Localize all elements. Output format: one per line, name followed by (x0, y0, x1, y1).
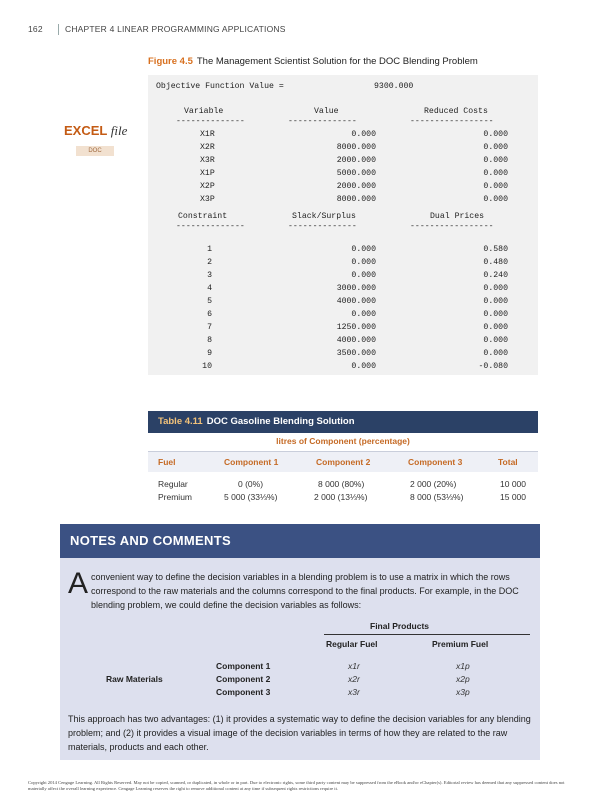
header-divider (58, 24, 59, 35)
dual-price: 0.000 (483, 323, 508, 332)
dash-rule: ----------------- (410, 222, 494, 231)
variable-name: X1R (200, 130, 215, 139)
dual-price: -0.080 (478, 362, 508, 371)
objective-label: Objective Function Value = (156, 82, 284, 91)
reduced-cost: 0.000 (483, 156, 508, 165)
constraint-number: 4 (207, 284, 212, 293)
variable-name: X3R (200, 156, 215, 165)
notes-paragraph-1-text: convenient way to define the decision variables in a blending problem is to use a matrix in which the rows correspond to the raw materials and the columns correspond to the final products. For example, in the DOC blending problem, we could define the decision variables as follows: (91, 572, 519, 610)
excel-label: EXCEL (64, 123, 108, 138)
excel-file-marker (64, 123, 127, 139)
col-component-1: Component 1 (224, 457, 279, 467)
component-1-label: Component 1 (216, 661, 271, 671)
header-slack-surplus: Slack/Surplus (292, 212, 356, 221)
slack-surplus: 0.000 (351, 362, 376, 371)
constraint-number: 3 (207, 271, 212, 280)
table-cell: 15 000 (500, 492, 526, 502)
table-cell: 8 000 (80%) (318, 479, 365, 489)
component-2-label: Component 2 (216, 674, 271, 684)
variable-value: 8000.000 (336, 143, 376, 152)
table-cell: 2 000 (13⅓%) (314, 492, 368, 502)
header-reduced-costs: Reduced Costs (424, 107, 488, 116)
solver-output-figure (148, 75, 538, 375)
slack-surplus: 3500.000 (336, 349, 376, 358)
objective-value: 9300.000 (374, 82, 414, 91)
constraint-number: 7 (207, 323, 212, 332)
reduced-cost: 0.000 (483, 130, 508, 139)
notes-and-comments-box (60, 524, 540, 760)
blending-solution-table (148, 411, 538, 511)
header-dual-prices: Dual Prices (430, 212, 485, 221)
constraint-number: 1 (207, 245, 212, 254)
dual-price: 0.000 (483, 284, 508, 293)
slack-surplus: 0.000 (351, 310, 376, 319)
notes-paragraph-1 (68, 567, 534, 612)
header-variable: Variable (184, 107, 224, 116)
var-x3r: x3r (348, 687, 360, 697)
constraint-number: 2 (207, 258, 212, 267)
variable-value: 5000.000 (336, 169, 376, 178)
slack-surplus: 4000.000 (336, 297, 376, 306)
variable-value: 2000.000 (336, 182, 376, 191)
file-label: file (110, 123, 128, 138)
reduced-cost: 0.000 (483, 182, 508, 191)
variable-value: 2000.000 (336, 156, 376, 165)
drop-cap: A (68, 567, 89, 600)
reduced-cost: 0.000 (483, 169, 508, 178)
table-cell: Regular (158, 479, 188, 489)
header-value: Value (314, 107, 339, 116)
constraint-number: 6 (207, 310, 212, 319)
component-3-label: Component 3 (216, 687, 271, 697)
regular-fuel-heading: Regular Fuel (326, 639, 378, 649)
constraint-number: 10 (202, 362, 212, 371)
dash-rule: -------------- (176, 117, 245, 126)
final-products-heading: Final Products (370, 621, 430, 631)
dual-price: 0.580 (483, 245, 508, 254)
constraint-number: 5 (207, 297, 212, 306)
raw-materials-label: Raw Materials (106, 674, 163, 684)
dash-rule: -------------- (288, 222, 357, 231)
slack-surplus: 0.000 (351, 271, 376, 280)
notes-heading: NOTES AND COMMENTS (60, 524, 540, 558)
table-title-bar (148, 411, 538, 433)
page-number: 162 (28, 24, 43, 34)
notes-paragraph-2: This approach has two advantages: (1) it provides a systematic way to define the decision variables for any blending problem; and (2) it provides a visual image of the decision variables in terms of how they are related to the raw materials, products and each other. (68, 714, 531, 752)
var-x1p: x1p (456, 661, 470, 671)
dual-price: 0.000 (483, 336, 508, 345)
variable-name: X2P (200, 182, 215, 191)
slack-surplus: 1250.000 (336, 323, 376, 332)
figure-title: The Management Scientist Solution for the DOC Blending Problem (196, 56, 478, 67)
dash-rule: -------------- (176, 222, 245, 231)
var-x1r: x1r (348, 661, 360, 671)
slack-surplus: 0.000 (351, 245, 376, 254)
dual-price: 0.000 (483, 297, 508, 306)
table-cell: 8 000 (53⅓%) (410, 492, 464, 502)
variable-value: 0.000 (351, 130, 376, 139)
table-cell: Premium (158, 492, 193, 502)
variable-name: X2R (200, 143, 215, 152)
figure-caption (148, 56, 478, 67)
slack-surplus: 0.000 (351, 258, 376, 267)
table-cell: 5 000 (33⅓%) (224, 492, 278, 502)
premium-fuel-heading: Premium Fuel (432, 639, 489, 649)
slack-surplus: 4000.000 (336, 336, 376, 345)
table-label: Table 4.11 (158, 416, 203, 427)
running-header (28, 24, 286, 35)
table-cell: 2 000 (20%) (410, 479, 457, 489)
variable-value: 8000.000 (336, 195, 376, 204)
dual-price: 0.000 (483, 310, 508, 319)
table-subheader: litres of Component (percentage) (276, 436, 410, 446)
dual-price: 0.240 (483, 271, 508, 280)
doc-file-badge: DOC (76, 146, 114, 156)
col-component-3: Component 3 (408, 457, 463, 467)
table-cell: 0 (0%) (238, 479, 264, 489)
chapter-title: CHAPTER 4 LINEAR PROGRAMMING APPLICATIONS (65, 24, 286, 34)
figure-label: Figure 4.5 (148, 56, 193, 67)
constraint-number: 8 (207, 336, 212, 345)
copyright-notice: Copyright 2014 Cengage Learning. All Rights Reserved. May not be copied, scanned, or duplicated, in whole or in part. Due to electronic rights, some third party content may be suppressed from the eBook and/or eChapter(s). Editorial review has deemed that any suppressed content does not materially affect the overall learning experience. Cengage Learning reserves the right to remove additional content at any time if subsequent rights restrictions require it. (28, 780, 565, 791)
col-total: Total (498, 457, 518, 467)
col-component-2: Component 2 (316, 457, 371, 467)
dash-rule: -------------- (288, 117, 357, 126)
table-title: DOC Gasoline Blending Solution (206, 416, 355, 427)
var-x2r: x2r (348, 674, 360, 684)
slack-surplus: 3000.000 (336, 284, 376, 293)
variable-name: X3P (200, 195, 215, 204)
reduced-cost: 0.000 (483, 195, 508, 204)
reduced-cost: 0.000 (483, 143, 508, 152)
table-cell: 10 000 (500, 479, 526, 489)
dual-price: 0.000 (483, 349, 508, 358)
constraint-number: 9 (207, 349, 212, 358)
variable-name: X1P (200, 169, 215, 178)
matrix-rule (324, 634, 530, 635)
dash-rule: ----------------- (410, 117, 494, 126)
col-fuel: Fuel (158, 457, 176, 467)
var-x2p: x2p (456, 674, 470, 684)
var-x3p: x3p (456, 687, 470, 697)
header-constraint: Constraint (178, 212, 228, 221)
dual-price: 0.480 (483, 258, 508, 267)
